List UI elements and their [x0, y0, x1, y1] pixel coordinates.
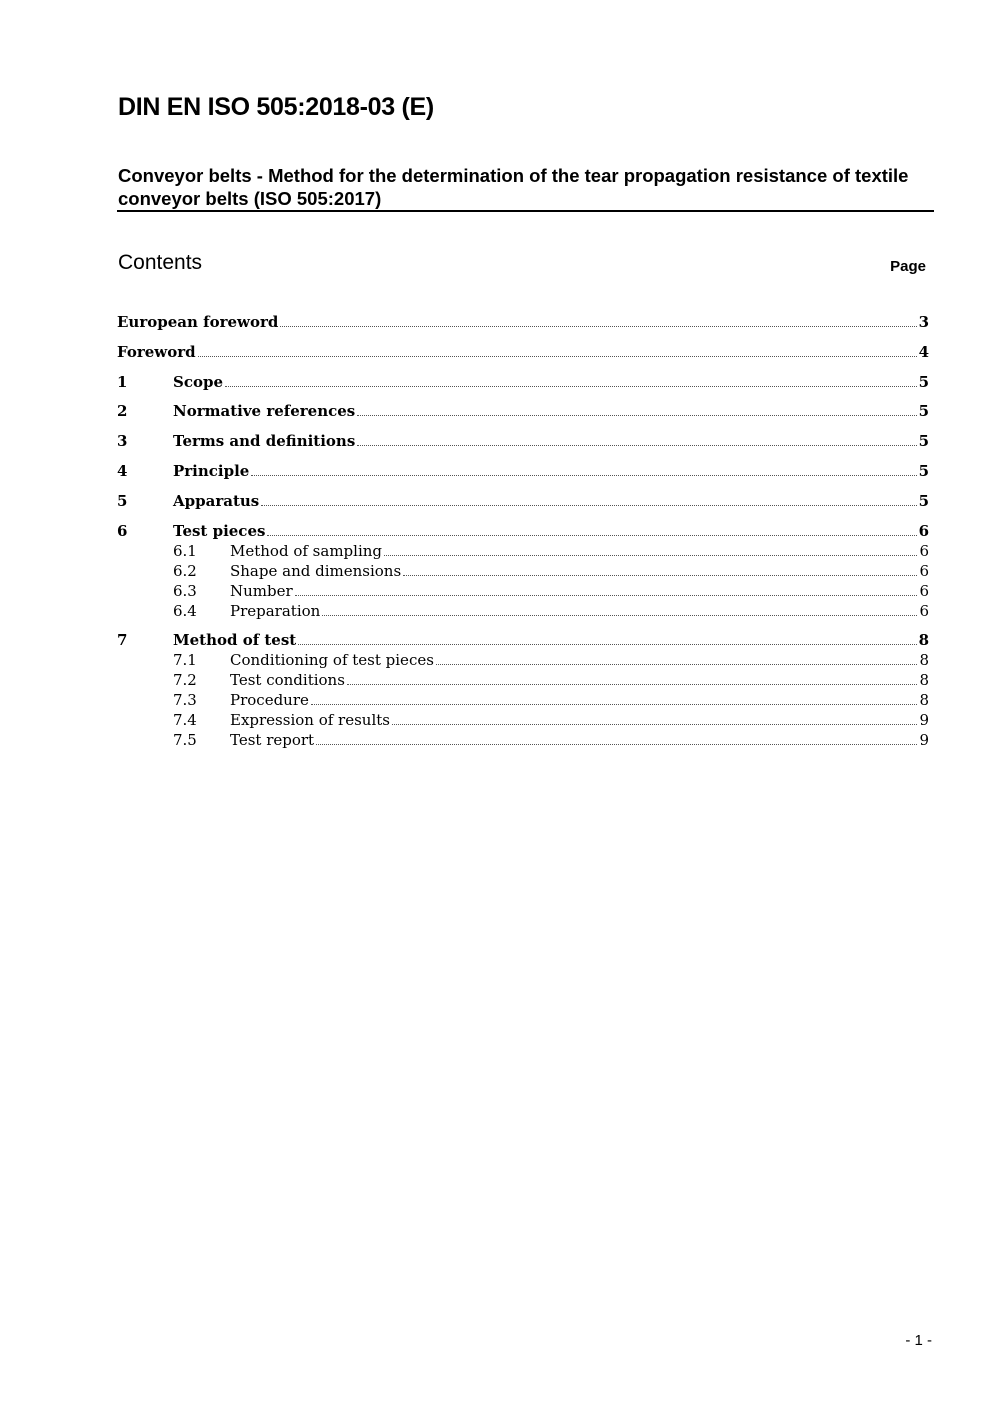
toc-entry-page: 6 [919, 601, 929, 620]
toc-entry-principle[interactable] [117, 461, 929, 481]
toc-entry-number: 6.2 [173, 561, 197, 580]
toc-entry-number: 2 [117, 402, 128, 421]
toc-entry-page: 5 [918, 432, 929, 451]
dot-leader [298, 644, 916, 645]
toc-entry-title: Method of test [173, 631, 297, 650]
toc-entry-procedure[interactable] [117, 690, 929, 710]
toc-entry-number: 7.5 [173, 731, 197, 750]
toc-entry-number[interactable] [117, 581, 929, 601]
dot-leader [261, 505, 916, 506]
toc-entry-title: Test conditions [230, 671, 345, 690]
toc-entry-title: Number [230, 581, 293, 600]
toc-entry-title: Expression of results [230, 711, 390, 730]
toc-entry-page: 5 [918, 461, 929, 480]
toc-entry-page: 6 [919, 541, 929, 560]
toc-entry-title: Conditioning of test pieces [230, 651, 434, 670]
toc-entry-number: 6.1 [173, 541, 197, 560]
toc-entry-title: Principle [173, 461, 250, 480]
toc-entry-page: 6 [919, 581, 929, 600]
toc-entry-page: 5 [918, 372, 929, 391]
contents-heading: Contents [118, 251, 203, 274]
dot-leader [357, 415, 916, 416]
toc-entry-page: 8 [918, 631, 929, 650]
dot-leader [322, 615, 917, 616]
toc-entry-title: Test pieces [173, 521, 266, 540]
toc-entry-title: Method of sampling [230, 541, 382, 560]
toc-entry-page: 6 [919, 561, 929, 580]
toc-entry-title: European foreword [117, 313, 279, 331]
toc-entry-page: 6 [918, 521, 929, 540]
toc-entry-conditioning-of-test-pieces[interactable] [117, 650, 929, 670]
dot-leader [280, 326, 916, 327]
toc-entry-page: 9 [919, 711, 929, 730]
dot-leader [225, 386, 917, 387]
dot-leader [384, 555, 917, 556]
toc-entry-title: Shape and dimensions [230, 561, 402, 580]
toc-entry-normative-references[interactable] [117, 401, 929, 421]
toc-entry-method-of-sampling[interactable] [117, 541, 929, 561]
toc-entry-page: 5 [918, 491, 929, 510]
dot-leader [295, 595, 918, 596]
toc-entry-number: 7 [117, 631, 128, 650]
toc-entry-page: 5 [918, 402, 929, 421]
toc-entry-number: 7.1 [173, 651, 197, 670]
toc-entry-test-conditions[interactable] [117, 670, 929, 690]
toc-entry-terms-and-definitions[interactable] [117, 431, 929, 451]
toc-entry-page: 3 [918, 313, 929, 331]
toc-entry-page: 8 [919, 671, 929, 690]
toc-entry-title: Foreword [117, 342, 196, 361]
dot-leader [267, 535, 916, 536]
toc-entry-foreword[interactable] [117, 342, 929, 362]
toc-entry-title: Apparatus [173, 491, 260, 510]
table-of-contents [117, 312, 929, 750]
dot-leader [311, 704, 918, 705]
toc-entry-page: 4 [918, 342, 929, 361]
toc-entry-scope[interactable] [117, 372, 929, 392]
toc-entry-number: 7.4 [173, 711, 197, 730]
toc-entry-title: Scope [173, 372, 224, 391]
toc-entry-page: 9 [919, 731, 929, 750]
dot-leader [403, 575, 917, 576]
toc-entry-number: 7.3 [173, 691, 197, 710]
toc-entry-test-pieces[interactable] [117, 521, 929, 541]
toc-entry-apparatus[interactable] [117, 491, 929, 511]
toc-entry-number: 6 [117, 521, 128, 540]
toc-entry-title: Normative references [173, 402, 356, 421]
toc-entry-number: 6.3 [173, 581, 197, 600]
toc-entry-title: Procedure [230, 691, 309, 710]
dot-leader [392, 724, 917, 725]
title-underline-rule [117, 210, 934, 212]
page-number: - 1 - [905, 1332, 932, 1349]
dot-leader [347, 684, 918, 685]
toc-entry-european-foreword[interactable] [117, 312, 929, 332]
toc-entry-number: 4 [117, 461, 128, 480]
toc-entry-page: 8 [919, 691, 929, 710]
toc-entry-title: Preparation [230, 601, 321, 620]
toc-entry-number: 6.4 [173, 601, 197, 620]
document-title: Conveyor belts - Method for the determination of the tear propagation resistance of textile conveyor belts (ISO 505:2017) [118, 165, 909, 209]
toc-entry-number: 5 [117, 491, 128, 510]
toc-entry-page: 8 [919, 651, 929, 670]
toc-entry-number: 3 [117, 432, 128, 451]
page-column-heading: Page [890, 258, 926, 275]
dot-leader [251, 475, 916, 476]
toc-entry-test-report[interactable] [117, 730, 929, 750]
dot-leader [436, 664, 918, 665]
toc-entry-title: Terms and definitions [173, 432, 356, 451]
toc-entry-preparation[interactable] [117, 601, 929, 621]
dot-leader [316, 744, 917, 745]
dot-leader [198, 356, 917, 357]
dot-leader [357, 445, 916, 446]
toc-entry-expression-of-results[interactable] [117, 710, 929, 730]
toc-entry-shape-and-dimensions[interactable] [117, 561, 929, 581]
toc-entry-number: 1 [117, 372, 128, 391]
toc-entry-number: 7.2 [173, 671, 197, 690]
toc-entry-title: Test report [230, 731, 315, 750]
toc-entry-method-of-test[interactable] [117, 630, 929, 650]
document-identifier: DIN EN ISO 505:2018-03 (E) [118, 93, 434, 121]
